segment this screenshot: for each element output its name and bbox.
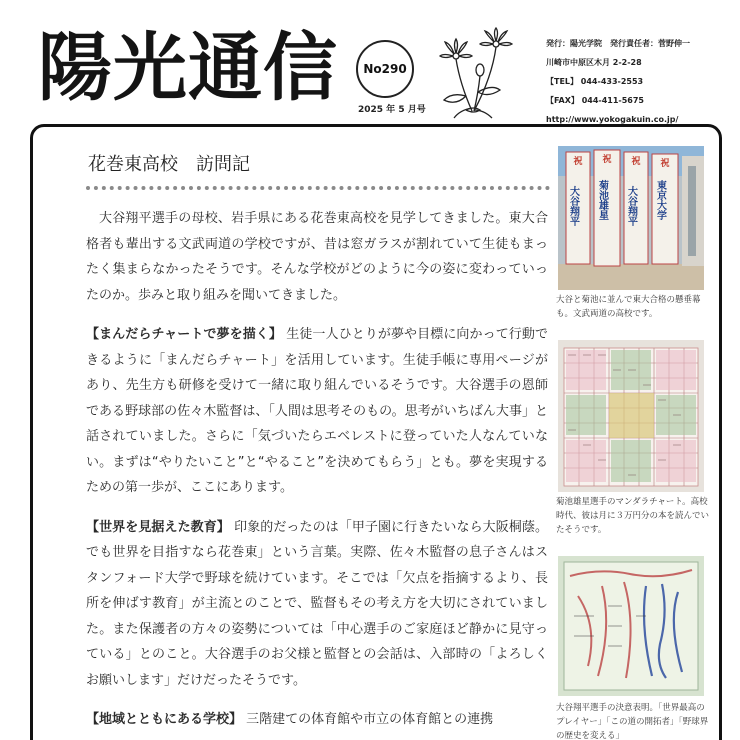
publisher-tel: 【TEL】 044-433-2553 [546,77,644,86]
issue-number: No290 [363,62,407,76]
article-lead: 大谷翔平選手の母校、岩手県にある花巻東高校を見学してきました。東大合格者も輩出する文武両道の学校ですが、昔は窓ガラスが割れていて生徒もまったく集まらなかったそうです。そんな学校がどのように今の姿に変わっていったのか。歩みと取り組みを聞いてきました。 [86,211,548,303]
banner-text: 祝 [573,157,583,167]
publisher-url[interactable]: http://www.yokogakuin.co.jp/ [546,115,679,124]
section-heading: 【世界を見据えた教育】 [86,519,230,535]
article-section [86,515,548,694]
issue-number-badge [356,40,414,98]
photo-caption: 大谷翔平選手の決意表明。「世界最高のプレイヤー」「この道の開拓者」「野球界の歴史を変える」 [556,703,709,740]
banner-text: 菊池雄星 [596,180,608,220]
flower-illustration-icon [436,26,520,120]
article-title: 花巻東高校 訪問記 [88,154,250,175]
banner-text: 祝 [631,157,641,167]
mandala-chart-photo [558,340,704,492]
article-section [86,707,548,733]
section-text: 印象的だったのは「甲子園に行きたいなら大阪桐蔭。でも世界を目指すなら花巻東」という言葉。実際、佐々木監督の息子さんはスタンフォード大学で野球を続けています。そこでは「欠点を指摘するより、長所を伸ばす教育」が主流とのことで、監督もその考え方を大切にされていました。また保護者の方々の姿勢については「中心選手のご家庭ほど静かに見守っている」とのこと。大谷選手のお父様と監督との会話は、入部時の「よろしくお願いします」だけだったそうです。 [86,519,548,688]
issue-date: 2025 年 5 月号 [358,105,426,115]
school-banners-photo [558,146,704,290]
photo-caption: 大谷と菊池に並んで東大合格の懸垂幕も。文武両道の高校です。 [556,295,701,319]
publisher-line: 発行：陽光学院 発行責任者：菅野伸一 [546,39,690,48]
newsletter-title: 陽光通信 [38,25,338,111]
section-heading: 【まんだらチャートで夢を描く】 [86,327,282,342]
section-text: 三階建ての体育館や市立の体育館との連携 [246,712,494,727]
section-heading: 【地域とともにある学校】 [86,712,243,727]
publisher-address: 川崎市中原区木月 2-2-28 [546,58,642,67]
title-divider [86,186,550,190]
banner-text: 大谷翔平 [625,186,637,226]
photo-caption: 菊池雄星選手のマンダラチャート。高校時代、彼は月に３万円分の本を読んでいたそうです。 [556,497,710,535]
article-section [86,322,548,501]
banner-text: 祝 [660,159,670,169]
section-text: 生徒一人ひとりが夢や目標に向かって行動できるように「まんだらチャート」を活用しています。生徒手帳に専用ページがあり、先生方も研修を受けて一緒に取り組んでいるそうです。大谷選手の恩師である野球部の佐々木監督は、「人間は思考そのもの。思考がいちばん大事」と話されていました。さらに「気づいたらエベレストに登っていた人なんていない。まずは“やりたいこと”と“やること”を決めてもらう」とも。夢を実現するための第一歩が、ここにあります。 [86,327,548,495]
article-body [86,206,548,740]
calligraphy-board-photo [558,556,704,696]
publisher-fax: 【FAX】 044-411-5675 [546,96,644,105]
banner-text: 東京大学 [654,180,666,220]
publisher-info [546,34,736,129]
banner-text: 大谷翔平 [567,186,579,226]
banner-text: 祝 [602,155,612,165]
